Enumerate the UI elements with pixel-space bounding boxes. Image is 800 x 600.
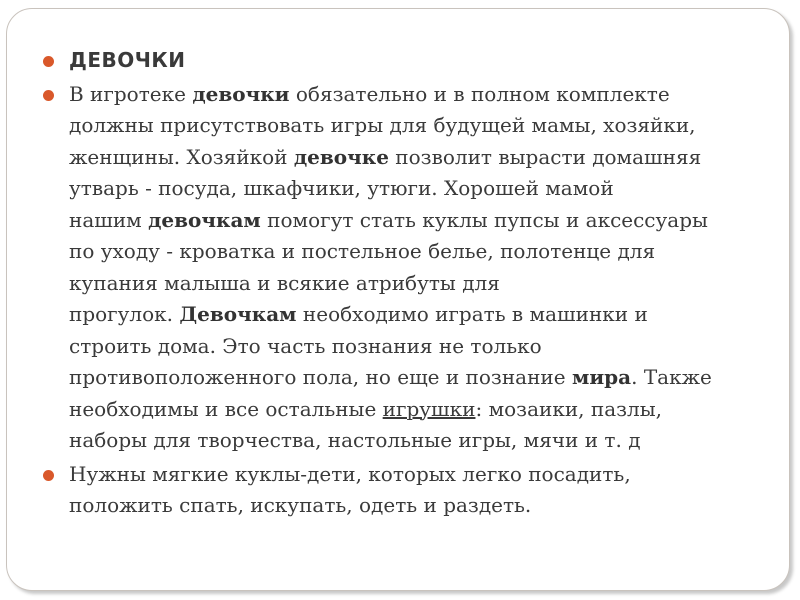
text-line — [69, 299, 771, 331]
text-line: положить спать, искупать, одеть и раздеть. — [69, 493, 532, 517]
text-run: необходимо играть в машинки и — [296, 302, 648, 326]
bullet-item-paragraph-1 — [41, 79, 771, 457]
toys-link[interactable]: игрушки — [382, 396, 476, 421]
text-run: . Также — [631, 365, 712, 389]
text-line — [69, 79, 771, 111]
text-line: по уходу - кроватка и постельное белье, полотенце для — [69, 239, 656, 263]
text-line: Нужны мягкие куклы-дети, которых легко посадить, — [69, 461, 631, 486]
text-line: купания малыша и всякие атрибуты для — [69, 270, 500, 295]
text-run: помогут стать куклы пупсы и аксессуары — [260, 207, 708, 232]
bullet-dot-icon — [43, 56, 54, 67]
text-line: должны присутствовать игры для будущей мамы, хозяйки, — [69, 113, 696, 137]
text-run: противоположенного пола, но еще и познание — [69, 365, 572, 389]
text-run: нашим — [69, 207, 149, 232]
text-run: прогулок. — [69, 302, 180, 326]
text-line — [69, 362, 771, 394]
bold-word: девочкам — [148, 207, 261, 232]
bold-word: девочке — [293, 144, 389, 169]
bullet-item-heading — [41, 45, 771, 77]
heading-text: ДЕВОЧКИ — [69, 48, 186, 72]
text-run: обязательно и в полном комплекте — [289, 81, 670, 106]
bold-word: Девочкам — [179, 302, 297, 326]
bullet-dot-icon — [43, 470, 54, 481]
bold-word: девочки — [192, 81, 290, 106]
text-line — [69, 142, 771, 174]
bold-word: мира — [571, 365, 632, 389]
slide-frame — [6, 8, 790, 591]
text-run: женщины. Хозяйкой — [69, 144, 294, 169]
bullet-item-paragraph-2 — [41, 459, 771, 522]
text-line — [69, 205, 771, 237]
text-line: строить дома. Это часть познания не только — [69, 333, 542, 358]
text-line — [69, 394, 771, 426]
text-run: необходимы и все остальные — [69, 396, 383, 421]
text-run: : мозаики, пазлы, — [475, 396, 663, 421]
bullet-dot-icon — [43, 90, 54, 101]
text-run: В игротеке — [69, 81, 193, 106]
slide-content — [41, 45, 771, 524]
text-line: наборы для творчества, настольные игры, мячи и т. д — [69, 428, 641, 452]
text-run: позволит вырасти домашняя — [388, 144, 702, 169]
text-line: утварь - посуда, шкафчики, утюги. Хорошей мамой — [69, 176, 614, 200]
